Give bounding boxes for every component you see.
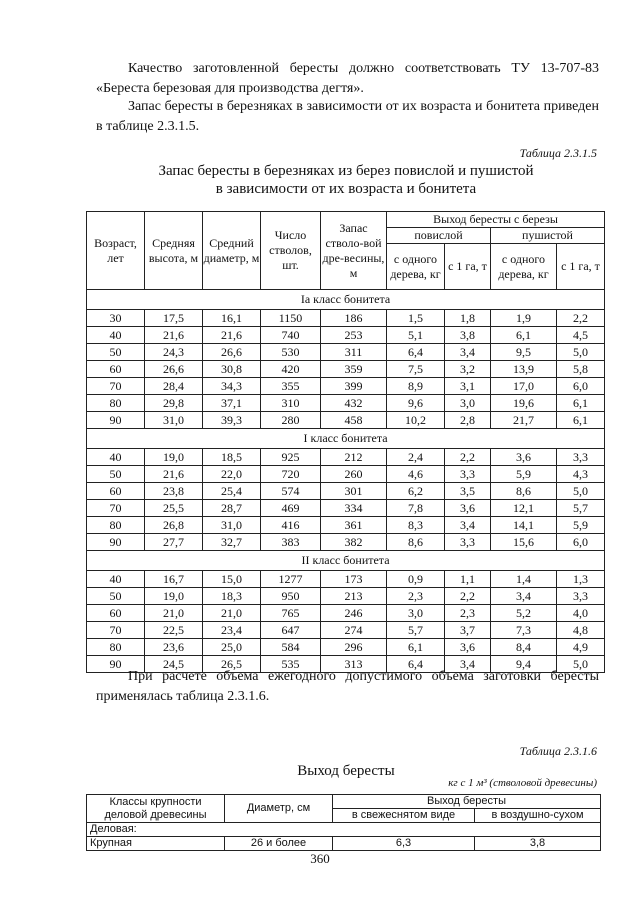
table-cell: 355 (261, 378, 321, 395)
table-row (87, 361, 605, 378)
table-cell: 359 (321, 361, 387, 378)
table-cell: 3,8 (445, 327, 491, 344)
table-cell: 3,6 (445, 500, 491, 517)
table-cell: 274 (321, 622, 387, 639)
table-cell: 80 (87, 517, 145, 534)
table-cell: 212 (321, 449, 387, 466)
table-cell: 80 (87, 395, 145, 412)
table-cell: 383 (261, 534, 321, 551)
table-cell: 313 (321, 656, 387, 673)
table-cell: 950 (261, 588, 321, 605)
t2-header-dry: в воздушно-сухом (475, 809, 601, 823)
table-cell: 14,1 (491, 517, 557, 534)
table-cell: 1,4 (491, 571, 557, 588)
table-cell: 70 (87, 500, 145, 517)
outro-paragraph (96, 667, 599, 707)
table-cell: 9,4 (491, 656, 557, 673)
table-cell: 26,8 (145, 517, 203, 534)
t2-cell-diameter: 26 и более (225, 837, 333, 851)
table-cell: 60 (87, 605, 145, 622)
header-per-tree-pushistaya: с одного дерева, кг (491, 244, 557, 290)
table-cell: 6,0 (557, 534, 605, 551)
table1-title-line2: в зависимости от их возраста и бонитета (215, 181, 477, 197)
table-cell: 25,5 (145, 500, 203, 517)
table-cell: 21,6 (203, 327, 261, 344)
header-per-ha-povislaya: с 1 га, т (445, 244, 491, 290)
table-cell: 3,3 (557, 588, 605, 605)
table-cell: 18,5 (203, 449, 261, 466)
table-cell: 8,6 (387, 534, 445, 551)
table-cell: 26,5 (203, 656, 261, 673)
table-cell: 21,6 (145, 327, 203, 344)
table-cell: 23,8 (145, 483, 203, 500)
table-cell: 6,1 (557, 412, 605, 429)
table-cell: 2,2 (557, 310, 605, 327)
table2-title: Выход бересты (297, 763, 395, 779)
table-row (87, 378, 605, 395)
table-cell: 1,5 (387, 310, 445, 327)
table-cell: 3,5 (445, 483, 491, 500)
table-cell: 5,9 (557, 517, 605, 534)
table-cell: 310 (261, 395, 321, 412)
table-cell: 311 (321, 344, 387, 361)
table-cell: 13,9 (491, 361, 557, 378)
table-row (87, 534, 605, 551)
table-cell: 26,6 (203, 344, 261, 361)
table-cell: 584 (261, 639, 321, 656)
table-cell: 29,8 (145, 395, 203, 412)
table-cell: 361 (321, 517, 387, 534)
table-cell: 3,6 (445, 639, 491, 656)
class-group-row (87, 551, 605, 571)
table-cell: 6,1 (491, 327, 557, 344)
table-cell: 399 (321, 378, 387, 395)
table-cell: 535 (261, 656, 321, 673)
table-cell: 37,1 (203, 395, 261, 412)
class-group-label: II класс бонитета (87, 551, 605, 571)
table-cell: 432 (321, 395, 387, 412)
table-cell: 8,9 (387, 378, 445, 395)
table-cell: 40 (87, 571, 145, 588)
table-cell: 3,1 (445, 378, 491, 395)
intro-paragraph-1 (96, 59, 599, 99)
table-row (87, 483, 605, 500)
table-cell: 19,0 (145, 449, 203, 466)
table-cell: 16,1 (203, 310, 261, 327)
table-cell: 530 (261, 344, 321, 361)
table-cell: 740 (261, 327, 321, 344)
header-diameter: Средний диаметр, м (203, 212, 261, 290)
table-cell: 26,6 (145, 361, 203, 378)
table-cell: 31,0 (203, 517, 261, 534)
table-cell: 3,0 (387, 605, 445, 622)
table-cell: 296 (321, 639, 387, 656)
table-cell: 24,5 (145, 656, 203, 673)
table-cell: 70 (87, 622, 145, 639)
table-cell: 9,5 (491, 344, 557, 361)
table-cell: 213 (321, 588, 387, 605)
table-cell: 12,1 (491, 500, 557, 517)
table-row (87, 344, 605, 361)
table-cell: 16,7 (145, 571, 203, 588)
table-cell: 17,0 (491, 378, 557, 395)
table-cell: 19,0 (145, 588, 203, 605)
table-cell: 765 (261, 605, 321, 622)
class-group-label: I класс бонитета (87, 429, 605, 449)
table-cell: 4,8 (557, 622, 605, 639)
header-stems: Число стволов, шт. (261, 212, 321, 290)
class-group-row (87, 429, 605, 449)
t2-header-yield: Выход бересты (333, 795, 601, 809)
table-cell: 458 (321, 412, 387, 429)
table-cell: 186 (321, 310, 387, 327)
table-cell: 7,8 (387, 500, 445, 517)
table-cell: 2,2 (445, 588, 491, 605)
table-cell: 50 (87, 588, 145, 605)
t2-row (87, 837, 601, 851)
table-cell: 1,3 (557, 571, 605, 588)
table-cell: 1150 (261, 310, 321, 327)
table-cell: 6,0 (557, 378, 605, 395)
table-cell: 3,4 (445, 344, 491, 361)
table-row (87, 466, 605, 483)
table-cell: 5,8 (557, 361, 605, 378)
class-group-row (87, 290, 605, 310)
table-cell: 925 (261, 449, 321, 466)
table1-title-line1: Запас бересты в березняках из берез повислой и пушистой (158, 163, 534, 179)
table-cell: 23,4 (203, 622, 261, 639)
table-cell: 574 (261, 483, 321, 500)
table-cell: 1277 (261, 571, 321, 588)
header-height: Средняя высота, м (145, 212, 203, 290)
table-cell: 253 (321, 327, 387, 344)
table-cell: 10,2 (387, 412, 445, 429)
table-row (87, 571, 605, 588)
table-cell: 17,5 (145, 310, 203, 327)
header-per-ha-pushistaya: с 1 га, т (557, 244, 605, 290)
header-pushistaya: пушистой (491, 228, 605, 244)
table-cell: 39,3 (203, 412, 261, 429)
table-cell: 420 (261, 361, 321, 378)
table-cell: 90 (87, 534, 145, 551)
table-cell: 4,0 (557, 605, 605, 622)
table-cell: 40 (87, 327, 145, 344)
table-cell: 2,2 (445, 449, 491, 466)
table-cell: 1,8 (445, 310, 491, 327)
table-cell: 3,7 (445, 622, 491, 639)
table-cell: 60 (87, 483, 145, 500)
table-cell: 22,5 (145, 622, 203, 639)
table-cell: 5,7 (387, 622, 445, 639)
table-row (87, 327, 605, 344)
table-cell: 24,3 (145, 344, 203, 361)
header-yield: Выход бересты с березы (387, 212, 605, 228)
table-cell: 30 (87, 310, 145, 327)
table-cell: 6,4 (387, 344, 445, 361)
table-cell: 647 (261, 622, 321, 639)
table-cell: 18,3 (203, 588, 261, 605)
table-row (87, 310, 605, 327)
table-cell: 3,0 (445, 395, 491, 412)
table-cell: 6,4 (387, 656, 445, 673)
table-cell: 3,3 (445, 534, 491, 551)
table-cell: 0,9 (387, 571, 445, 588)
table-cell: 2,3 (445, 605, 491, 622)
table-cell: 720 (261, 466, 321, 483)
table-cell: 334 (321, 500, 387, 517)
table-cell: 469 (261, 500, 321, 517)
table-cell: 90 (87, 412, 145, 429)
table-row (87, 605, 605, 622)
table-row (87, 395, 605, 412)
table-cell: 32,7 (203, 534, 261, 551)
table-cell: 3,4 (445, 517, 491, 534)
table-cell: 6,1 (387, 639, 445, 656)
table-cell: 60 (87, 361, 145, 378)
outro-paragraph-text: При расчете объема ежегодного допустимого объема заготовки бересты применялась таблица 2.3.1.6. (96, 669, 599, 704)
table-cell: 1,9 (491, 310, 557, 327)
table-cell: 22,0 (203, 466, 261, 483)
table-cell: 21,0 (203, 605, 261, 622)
table-cell: 21,6 (145, 466, 203, 483)
header-age: Возраст, лет (87, 212, 145, 290)
table2-caption: Таблица 2.3.1.6 (519, 744, 597, 758)
class-group-label: Ia класс бонитета (87, 290, 605, 310)
table-cell: 8,4 (491, 639, 557, 656)
table-cell: 21,0 (145, 605, 203, 622)
table-cell: 90 (87, 656, 145, 673)
table-cell: 246 (321, 605, 387, 622)
t2-cell-class: Крупная (87, 837, 225, 851)
table-cell: 7,5 (387, 361, 445, 378)
table-cell: 34,3 (203, 378, 261, 395)
table-cell: 4,9 (557, 639, 605, 656)
table-cell: 2,8 (445, 412, 491, 429)
table-cell: 3,3 (557, 449, 605, 466)
table-cell: 4,5 (557, 327, 605, 344)
intro-paragraph-2 (96, 97, 599, 137)
t2-header-fresh: в свежеснятом виде (333, 809, 475, 823)
table-cell: 5,9 (491, 466, 557, 483)
table-cell: 5,2 (491, 605, 557, 622)
table-cell: 5,1 (387, 327, 445, 344)
table-cell: 80 (87, 639, 145, 656)
table-cell: 280 (261, 412, 321, 429)
table-cell: 5,0 (557, 656, 605, 673)
table-cell: 6,1 (557, 395, 605, 412)
table-cell: 7,3 (491, 622, 557, 639)
page-number: 360 (310, 851, 330, 866)
table-cell: 4,3 (557, 466, 605, 483)
intro-paragraph-2-text: Запас бересты в березняках в зависимости от их возраста и бонитета приведен в таблице 2.3.1.5. (96, 99, 599, 134)
table-cell: 30,8 (203, 361, 261, 378)
bark-stock-table (86, 211, 605, 673)
table-cell: 260 (321, 466, 387, 483)
table-cell: 15,0 (203, 571, 261, 588)
table-cell: 23,6 (145, 639, 203, 656)
table-cell: 27,7 (145, 534, 203, 551)
table-cell: 2,4 (387, 449, 445, 466)
t2-header-diameter: Диаметр, см (225, 795, 333, 823)
table-cell: 8,3 (387, 517, 445, 534)
table-cell: 8,6 (491, 483, 557, 500)
table-cell: 301 (321, 483, 387, 500)
table-row (87, 639, 605, 656)
table-cell: 21,7 (491, 412, 557, 429)
header-povislaya: повислой (387, 228, 491, 244)
table-cell: 382 (321, 534, 387, 551)
table-cell: 5,0 (557, 344, 605, 361)
header-stock: Запас стволо-вой дре-весины, м (321, 212, 387, 290)
table-cell: 3,3 (445, 466, 491, 483)
table-cell: 50 (87, 344, 145, 361)
bark-yield-table (86, 794, 601, 851)
header-per-tree-povislaya: с одного дерева, кг (387, 244, 445, 290)
intro-paragraph-1-text: Качество заготовленной бересты должно соответствовать ТУ 13-707-83 «Береста березовая для производства дегтя». (96, 61, 599, 96)
table-cell: 3,4 (491, 588, 557, 605)
table2-unit: кг с 1 м³ (стволовой древесины) (448, 777, 597, 789)
table-cell: 31,0 (145, 412, 203, 429)
table1-caption: Таблица 2.3.1.5 (519, 146, 597, 160)
table-row (87, 517, 605, 534)
table-row (87, 588, 605, 605)
table-cell: 28,7 (203, 500, 261, 517)
table-cell: 173 (321, 571, 387, 588)
table-row (87, 412, 605, 429)
table-cell: 5,0 (557, 483, 605, 500)
table-row (87, 500, 605, 517)
table-cell: 28,4 (145, 378, 203, 395)
table-cell: 19,6 (491, 395, 557, 412)
table-cell: 25,4 (203, 483, 261, 500)
table-cell: 3,4 (445, 656, 491, 673)
table-row (87, 622, 605, 639)
table-row (87, 449, 605, 466)
table-cell: 4,6 (387, 466, 445, 483)
table-cell: 1,1 (445, 571, 491, 588)
t2-section-label: Деловая: (87, 823, 601, 837)
table-cell: 50 (87, 466, 145, 483)
table-cell: 2,3 (387, 588, 445, 605)
t2-cell-dry: 3,8 (475, 837, 601, 851)
table-cell: 40 (87, 449, 145, 466)
table-cell: 416 (261, 517, 321, 534)
t2-cell-fresh: 6,3 (333, 837, 475, 851)
table-cell: 25,0 (203, 639, 261, 656)
t2-header-classes: Классы крупности деловой древесины (87, 795, 225, 823)
bark-stock-table-body (87, 290, 605, 673)
table-cell: 5,7 (557, 500, 605, 517)
table-cell: 15,6 (491, 534, 557, 551)
table-cell: 3,6 (491, 449, 557, 466)
table-cell: 6,2 (387, 483, 445, 500)
table-cell: 3,2 (445, 361, 491, 378)
table-cell: 70 (87, 378, 145, 395)
table-cell: 9,6 (387, 395, 445, 412)
